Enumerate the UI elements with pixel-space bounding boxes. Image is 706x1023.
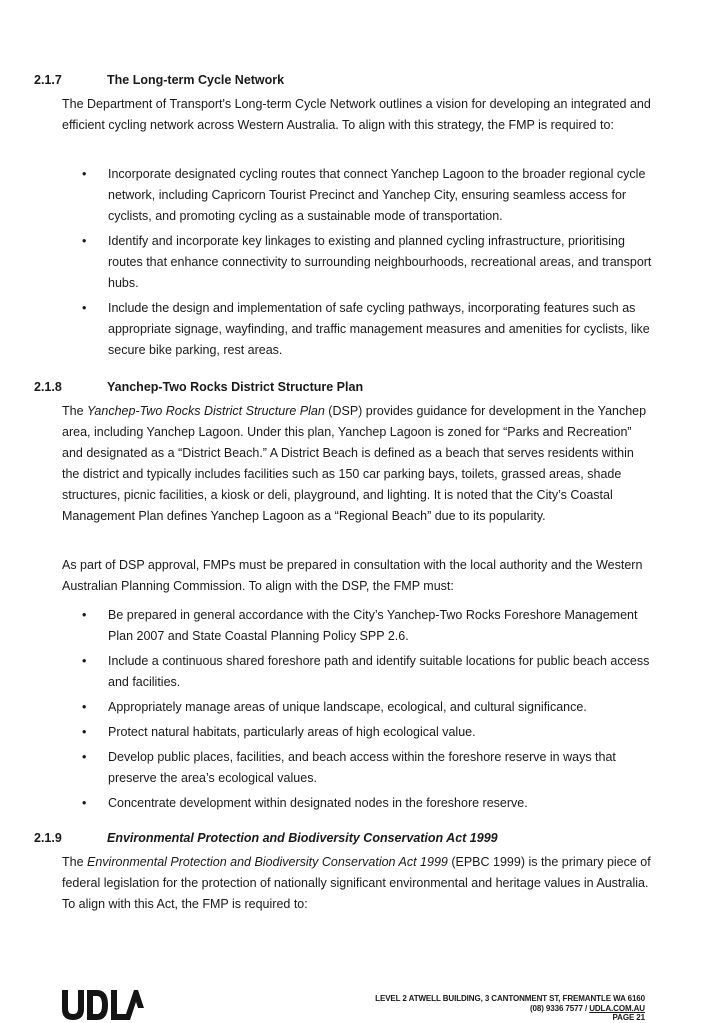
section-heading	[34, 378, 664, 396]
section-2-1-8	[34, 378, 664, 396]
approval-paragraph: As part of DSP approval, FMPs must be prepared in consultation with the local authority and the Western Australian Planning Commission. To align with the DSP, the FMP must:	[62, 558, 643, 593]
section-2-1-9	[34, 829, 664, 847]
list-item: • Identify and incorporate key linkages to existing and planned cycling infrastructure, prioritising routes that enhance connectivity to surrounding neighbourhoods, recreational areas, and transport hubs.	[62, 231, 654, 294]
section-title: Yanchep-Two Rocks District Structure Plan	[107, 380, 364, 394]
paragraph	[62, 852, 654, 915]
list-item: • Incorporate designated cycling routes that connect Yanchep Lagoon to the broader regional cycle network, including Capricorn Tourist Precinct and Yanchep City, ensuring seamless access for cyclists, and promoting cycling as a sustainable mode of transportation.	[62, 164, 654, 227]
bullet-list	[62, 605, 654, 814]
bullet-icon: •	[82, 750, 87, 764]
paragraph	[62, 555, 654, 597]
bullet-list	[62, 164, 654, 361]
document-title: Environmental Protection and Biodiversity Conservation Act 1999	[87, 855, 448, 869]
paragraph	[62, 401, 654, 527]
list-item: • Appropriately manage areas of unique landscape, ecological, and cultural significance.	[62, 697, 654, 718]
paragraph	[62, 94, 654, 136]
intro-paragraph: The Yanchep-Two Rocks District Structure Plan (DSP) provides guidance for development in the Yanchep area, including Yanchep Lagoon. Under this plan, Yanchep Lagoon is zoned for “Parks and Recreation” and designated as a “District Beach.” A District Beach is defined as a beach that serves residents within the district and typically includes facilities such as 150 car parking bays, toilets, grassed areas, shade structures, picnic facilities, a kiosk or deli, playground, and lighting. It is noted that the City’s Coastal Management Plan defines Yanchep Lagoon as a “Regional Beach” due to its popularity.	[62, 404, 647, 523]
list-item: • Concentrate development within designated nodes in the foreshore reserve.	[62, 793, 654, 814]
document-title: Yanchep-Two Rocks District Structure Plan	[87, 404, 325, 418]
bullet-icon: •	[82, 608, 87, 622]
bullet-icon: •	[82, 167, 87, 181]
bullet-icon: •	[82, 301, 87, 315]
footer-phone-line: (08) 9336 7577 / UDLA.COM.AU	[529, 1003, 645, 1013]
section-2-1-8-body	[34, 401, 664, 527]
section-2-1-9-body	[34, 852, 664, 915]
section-number: 2.1.7	[34, 73, 62, 87]
list-item: • Be prepared in general accordance with the City’s Yanchep-Two Rocks Foreshore Management Plan 2007 and State Coastal Planning Policy SPP 2.6.	[62, 605, 654, 647]
section-number: 2.1.9	[34, 831, 62, 845]
udla-logo	[62, 990, 144, 1020]
section-2-1-7-body	[34, 94, 664, 136]
footer-phone: (08) 9336 7577	[529, 1003, 583, 1013]
bullet-icon: •	[82, 234, 87, 248]
section-2-1-8-para2	[34, 555, 664, 597]
section-2-1-7	[34, 71, 664, 89]
section-heading	[34, 71, 664, 89]
section-title: Environmental Protection and Biodiversity Conservation Act 1999	[107, 831, 498, 845]
section-2-1-7-bullets	[34, 164, 664, 361]
list-item: • Include the design and implementation of safe cycling pathways, incorporating features such as appropriate signage, wayfinding, and traffic management measures and amenities for cyclists, like secure bike parking, rest areas.	[62, 298, 654, 361]
intro-paragraph: The Department of Transport's Long-term Cycle Network outlines a vision for developing an integrated and efficient cycling network across Western Australia. To align with this strategy, the FMP is required to:	[62, 97, 651, 132]
list-item: • Include a continuous shared foreshore path and identify suitable locations for public beach access and facilities.	[62, 651, 654, 693]
footer-contact	[375, 994, 645, 1023]
section-2-1-8-bullets	[34, 605, 664, 814]
footer-address: LEVEL 2 ATWELL BUILDING, 3 CANTONMENT ST, FREMANTLE WA 6160	[375, 994, 645, 1003]
list-item: • Develop public places, facilities, and beach access within the foreshore reserve in ways that preserve the area’s ecological values.	[62, 747, 654, 789]
bullet-icon: •	[82, 700, 87, 714]
bullet-icon: •	[82, 796, 87, 810]
page-number: PAGE 21	[612, 1013, 645, 1022]
list-item: • Protect natural habitats, particularly areas of high ecological value.	[62, 722, 654, 743]
bullet-icon: •	[82, 654, 87, 668]
section-heading	[34, 829, 664, 847]
section-number: 2.1.8	[34, 380, 62, 394]
bullet-icon: •	[82, 725, 87, 739]
intro-paragraph: The Environmental Protection and Biodiversity Conservation Act 1999 (EPBC 1999) is the primary piece of federal legislation for the protection of nationally significant environmental and heritage values in Australia. To align with this Act, the FMP is required to:	[62, 855, 651, 911]
footer-website-link[interactable]: UDLA.COM.AU	[589, 1003, 645, 1013]
section-title: The Long-term Cycle Network	[107, 73, 285, 87]
